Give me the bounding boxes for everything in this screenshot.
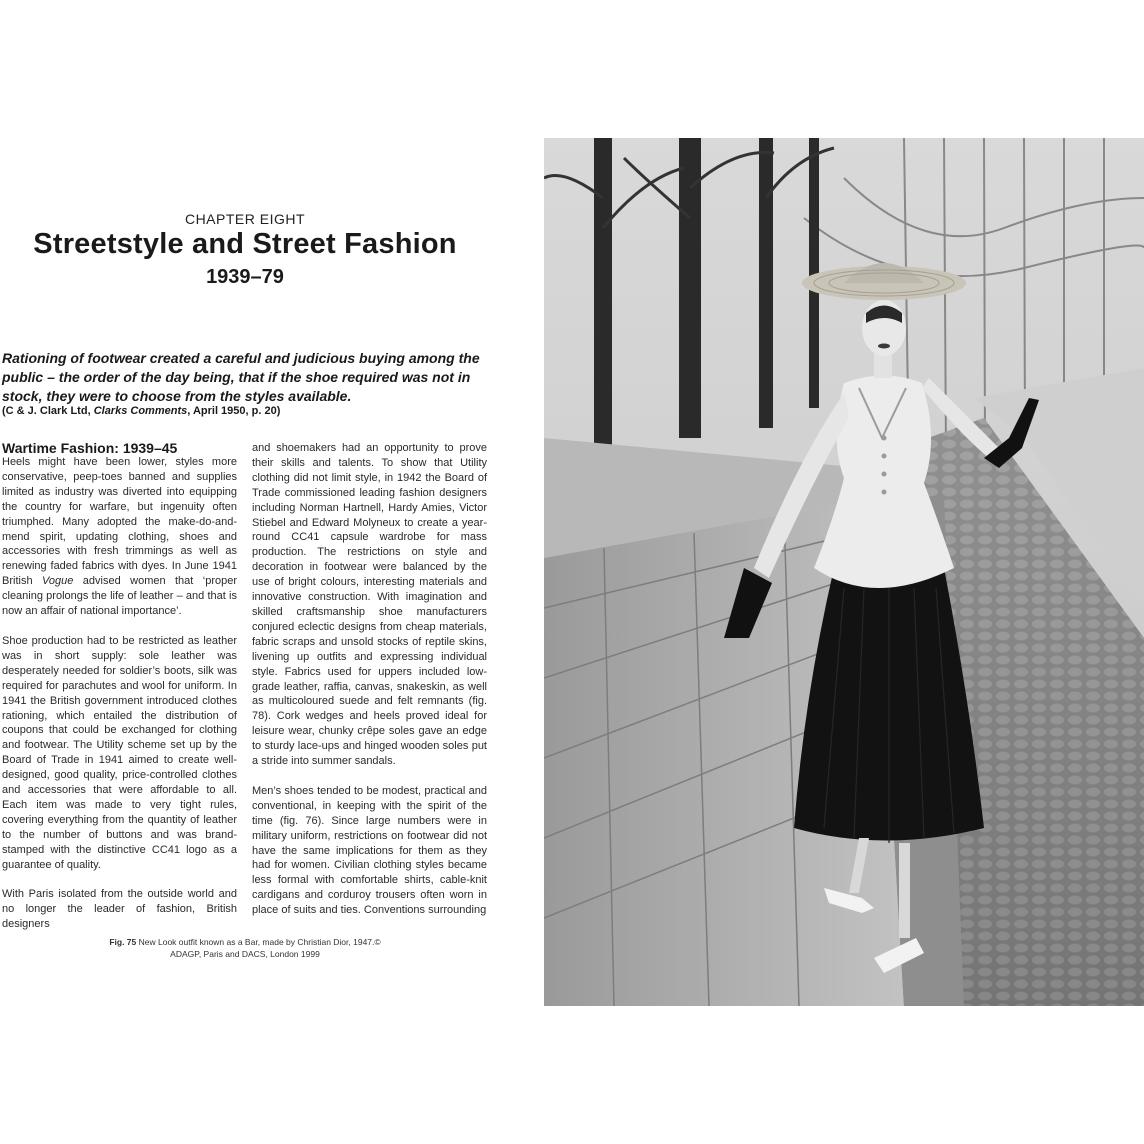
- citation-prefix: (C & J. Clark Ltd,: [2, 405, 94, 417]
- epigraph-citation: [2, 404, 488, 418]
- fashion-photograph: [544, 138, 1144, 1006]
- citation-suffix: , April 1950, p. 20): [187, 405, 281, 417]
- body-column-left: [2, 455, 237, 947]
- chapter-label: CHAPTER EIGHT: [184, 211, 306, 227]
- caption-text: New Look outfit known as a Bar, made by Christian Dior, 1947.© ADAGP, Paris and DACS, London 1999: [136, 937, 381, 959]
- chapter-years: 1939–79: [206, 266, 284, 288]
- paragraph: Men’s shoes tended to be modest, practical and conventional, in keeping with the spirit of the time (fig. 76). Since large numbers were in military uniform, restrictions on footwear did not have the same implications for them as they had for women. Civilian clothing styles became less formal with comfortable shirts, cable-knit cardigans and corduroy trousers often worn in place of suits and ties. Conventions surrounding: [252, 784, 487, 917]
- magazine-title: Vogue: [41, 575, 74, 588]
- paragraph: and shoemakers had an opportunity to prove their skills and talents. To show that Utility clothing did not limit style, in 1942 the Board of Trade commissioned leading fashion designers including Norman Hartnell, Hardy Amies, Victor Stiebel and Edward Molyneux to create a year-round CC41 capsule wardrobe for mass production. The restrictions on style and decoration in footwear were balanced by the use of bright colours, interesting materials and innovative construction. With imagination and skilled craftsmanship shoe manufacturers conjured eclectic designs from cheap materials, fabric scraps and unsold stocks of reptile skins, livening up outfits and expressing individual style. Fabrics used for uppers included low-grade leather, raffia, canvas, snakeskin, as well as multicoloured suede and felt remnants (fig. 78). Cork wedges and heels proved ideal for leisure wear, chunky crêpe soles gave an edge to sturdy lace-ups and hinged wooden soles put a stride into summer sandals.: [252, 442, 487, 768]
- paragraph: Shoe production had to be restricted as leather was in short supply: sole leather was desperately needed for soldier’s boots, silk was required for parachutes and wool for uniform. In 1941 the British government introduced clothes rationing, which entailed the distribution of coupons that could be exchanged for clothing and footwear. The Utility scheme set up by the Board of Trade in 1941 aimed to create well-designed, good quality, price-controlled clothes and accessories that were affordable to all. Each item was made to very tight rules, covering everything from the quantity of leather to the number of buttons and was brand-stamped with the distinctive CC41 logo as a guarantee of quality.: [2, 634, 237, 871]
- section-heading: Wartime Fashion: 1939–45: [2, 440, 178, 456]
- paragraph-text: Heels might have been lower, styles more conservative, peep-toes banned and supplies limited as industry was diverted into equipping the country for warfare, but ingenuity often triumphed. Many adopted the make-do-and-mend spirit, updating clothing, shoes and accessories with fresh trimmings as well as renewing faded fabrics with dyes. In June 1941 British: [2, 456, 237, 588]
- figure-number: Fig. 75: [109, 937, 137, 947]
- paragraph-text: advised women that ‘proper cleaning prolongs the life of leather – and that is now an affair of national importance’.: [2, 575, 238, 618]
- figure-caption: [100, 936, 390, 960]
- paragraph: [2, 455, 237, 619]
- chapter-title: Streetstyle and Street Fashion: [33, 228, 457, 260]
- paragraph: With Paris isolated from the outside world and no longer the leader of fashion, British designers: [2, 888, 237, 931]
- citation-title: Clarks Comments: [93, 405, 188, 417]
- epigraph-quote: Rationing of footwear created a careful and judicious buying among the public – the order of the day being, that if the shoe required was not in stock, they were to choose from the styles available.: [2, 350, 480, 404]
- body-column-right: [252, 441, 487, 933]
